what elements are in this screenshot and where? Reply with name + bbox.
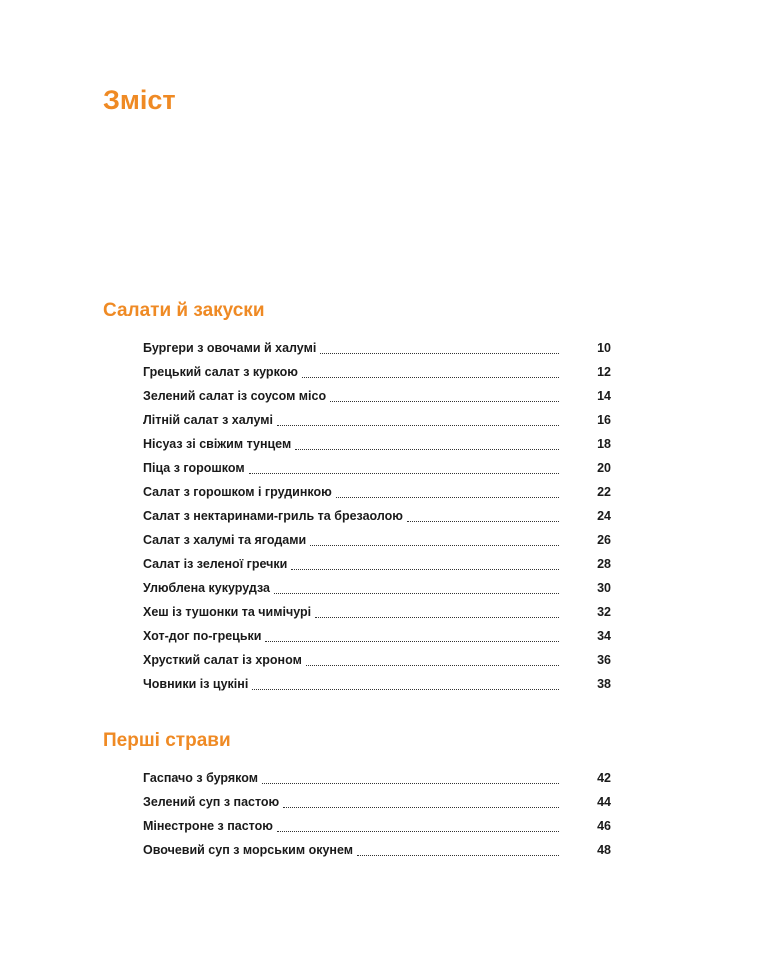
toc-entry-title: Салат з горошком і грудинкою bbox=[143, 485, 332, 499]
dot-leader bbox=[262, 782, 559, 784]
toc-entry-page: 48 bbox=[597, 843, 611, 857]
toc-entry[interactable] bbox=[143, 576, 611, 600]
toc-list bbox=[143, 766, 611, 862]
toc-entry[interactable] bbox=[143, 814, 611, 838]
toc-entry-page: 34 bbox=[597, 629, 611, 643]
toc-entry[interactable] bbox=[143, 600, 611, 624]
toc-entry-page: 24 bbox=[597, 509, 611, 523]
toc-entry-title: Овочевий суп з морським окунем bbox=[143, 843, 353, 857]
toc-entry-title: Зелений салат із соусом місо bbox=[143, 389, 327, 403]
dot-leader bbox=[302, 376, 559, 378]
toc-entry-page: 28 bbox=[597, 557, 611, 571]
toc-entry-page: 42 bbox=[597, 771, 611, 785]
toc-entry-page: 46 bbox=[597, 819, 611, 833]
toc-list bbox=[143, 336, 611, 696]
toc-entry-page: 30 bbox=[597, 581, 611, 595]
dot-leader bbox=[306, 664, 559, 666]
toc-entry[interactable] bbox=[143, 480, 611, 504]
page-title: Зміст bbox=[103, 85, 176, 115]
toc-entry-title: Салат з нектаринами-гриль та брезаолою bbox=[143, 509, 403, 523]
toc-entry-title: Бургери з овочами й халумі bbox=[143, 341, 317, 355]
toc-entry-title: Гаспачо з буряком bbox=[143, 771, 258, 785]
section-title: Салати й закуски bbox=[103, 300, 265, 321]
dot-leader bbox=[336, 496, 559, 498]
toc-entry[interactable] bbox=[143, 528, 611, 552]
toc-entry-page: 10 bbox=[597, 341, 611, 355]
toc-entry-title: Салат з халумі та ягодами bbox=[143, 533, 307, 547]
dot-leader bbox=[252, 688, 559, 690]
dot-leader bbox=[274, 592, 559, 594]
toc-entry-title: Хот-дог по-грецьки bbox=[143, 629, 262, 643]
toc-entry[interactable] bbox=[143, 408, 611, 432]
toc-entry-title: Піца з горошком bbox=[143, 461, 245, 475]
dot-leader bbox=[315, 616, 559, 618]
dot-leader bbox=[291, 568, 559, 570]
toc-entry[interactable] bbox=[143, 672, 611, 696]
toc-entry-title: Нісуаз зі свіжим тунцем bbox=[143, 437, 292, 451]
toc-entry-page: 32 bbox=[597, 605, 611, 619]
section-title: Перші страви bbox=[103, 730, 231, 751]
toc-entry[interactable] bbox=[143, 624, 611, 648]
toc-entry-page: 38 bbox=[597, 677, 611, 691]
toc-entry[interactable] bbox=[143, 552, 611, 576]
toc-entry-title: Улюблена кукурудза bbox=[143, 581, 271, 595]
toc-entry-title: Грецький салат з куркою bbox=[143, 365, 298, 379]
toc-entry-title: Літній салат з халумі bbox=[143, 413, 273, 427]
dot-leader bbox=[265, 640, 559, 642]
toc-entry-title: Мінестроне з пастою bbox=[143, 819, 273, 833]
dot-leader bbox=[310, 544, 559, 546]
toc-entry-page: 16 bbox=[597, 413, 611, 427]
toc-entry-page: 18 bbox=[597, 437, 611, 451]
dot-leader bbox=[330, 400, 559, 402]
dot-leader bbox=[277, 830, 559, 832]
toc-entry-page: 22 bbox=[597, 485, 611, 499]
toc-entry[interactable] bbox=[143, 504, 611, 528]
toc-entry[interactable] bbox=[143, 790, 611, 814]
toc-entry[interactable] bbox=[143, 384, 611, 408]
dot-leader bbox=[283, 806, 559, 808]
toc-entry-title: Салат із зеленої гречки bbox=[143, 557, 288, 571]
toc-entry-title: Човники із цукіні bbox=[143, 677, 249, 691]
toc-entry-page: 14 bbox=[597, 389, 611, 403]
toc-entry-title: Зелений суп з пастою bbox=[143, 795, 280, 809]
toc-entry[interactable] bbox=[143, 360, 611, 384]
dot-leader bbox=[357, 854, 559, 856]
dot-leader bbox=[320, 352, 559, 354]
toc-entry-title: Хрусткий салат із хроном bbox=[143, 653, 302, 667]
toc-entry-page: 44 bbox=[597, 795, 611, 809]
toc-entry[interactable] bbox=[143, 336, 611, 360]
dot-leader bbox=[295, 448, 559, 450]
dot-leader bbox=[407, 520, 559, 522]
toc-entry[interactable] bbox=[143, 648, 611, 672]
toc-entry-page: 20 bbox=[597, 461, 611, 475]
dot-leader bbox=[249, 472, 559, 474]
toc-entry[interactable] bbox=[143, 838, 611, 862]
toc-entry[interactable] bbox=[143, 456, 611, 480]
toc-entry[interactable] bbox=[143, 766, 611, 790]
toc-entry-page: 26 bbox=[597, 533, 611, 547]
toc-entry[interactable] bbox=[143, 432, 611, 456]
dot-leader bbox=[277, 424, 559, 426]
toc-entry-page: 36 bbox=[597, 653, 611, 667]
toc-entry-title: Хеш із тушонки та чимічурі bbox=[143, 605, 312, 619]
toc-entry-page: 12 bbox=[597, 365, 611, 379]
